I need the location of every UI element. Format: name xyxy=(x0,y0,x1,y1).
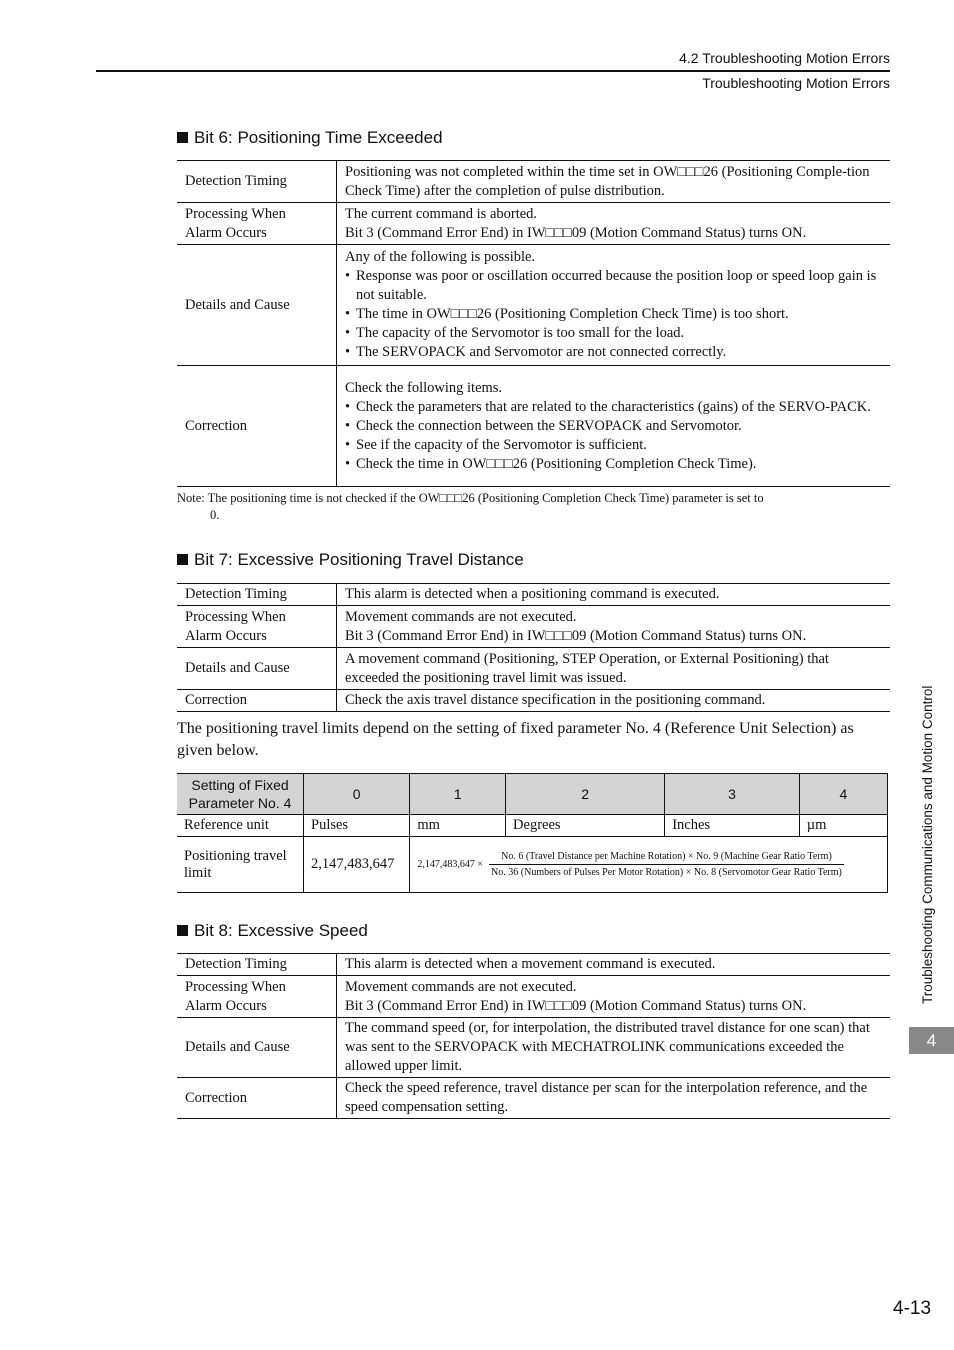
table-row xyxy=(177,1078,890,1119)
row-label: Detection Timing xyxy=(177,954,337,976)
row-label: Details and Cause xyxy=(177,245,337,366)
header-cell: 2 xyxy=(506,774,665,815)
travel-limit-formula: 2,147,483,647 × No. 6 (Travel Distance per Machine Rotation) × No. 9 (Machine Gear Ratio Term) No. 36 (Numbers of Pulses Per Motor Rotation) × No. 8 (Servomotor Gear Ratio Term) xyxy=(417,851,842,878)
row-label: Correction xyxy=(177,690,337,712)
table-row xyxy=(177,1018,890,1078)
table-row xyxy=(177,837,888,893)
list-item: • Check the connection between the SERVOPACK and Servomotor. xyxy=(345,417,882,436)
table-row xyxy=(177,815,888,837)
header-cell: 1 xyxy=(410,774,506,815)
list-item: • Check the parameters that are related to the characteristics (gains) of the SERVO-PACK. xyxy=(345,398,882,417)
bit7-title: Bit 7: Excessive Positioning Travel Distance xyxy=(194,550,524,569)
row-content: The current command is aborted. Bit 3 (Command Error End) in IW□□□09 (Motion Command Status) turns ON. xyxy=(337,203,891,245)
row-label: Detection Timing xyxy=(177,161,337,203)
bit6-table xyxy=(177,160,890,487)
table-row xyxy=(177,690,890,712)
row-label: Correction xyxy=(177,1078,337,1119)
table-row xyxy=(177,366,890,487)
page-number: 4-13 xyxy=(893,1298,932,1319)
table-cell: 2,147,483,647 xyxy=(304,837,410,893)
row-content: Positioning was not completed within the time set in OW□□□26 (Positioning Comple-tion Check Time) after the completion of pulse distribution. xyxy=(337,161,891,203)
table-cell: mm xyxy=(410,815,506,837)
list-item: • The capacity of the Servomotor is too small for the load. xyxy=(345,324,882,343)
row-content: Check the axis travel distance specification in the positioning command. xyxy=(337,690,891,712)
table-row xyxy=(177,954,890,976)
row-content: Movement commands are not executed. Bit 3 (Command Error End) in IW□□□09 (Motion Command Status) turns ON. xyxy=(337,606,891,648)
square-bullet-icon xyxy=(177,554,188,565)
list-item: • The time in OW□□□26 (Positioning Completion Check Time) is too short. xyxy=(345,305,882,324)
header-cell: 0 xyxy=(304,774,410,815)
table-row xyxy=(177,648,890,690)
row-content: Check the speed reference, travel distance per scan for the interpolation reference, and the speed compensation setting. xyxy=(337,1078,891,1119)
row-label: Details and Cause xyxy=(177,648,337,690)
list-item: • See if the capacity of the Servomotor is sufficient. xyxy=(345,436,882,455)
table-cell: Pulses xyxy=(304,815,410,837)
list-item: • Response was poor or oscillation occurred because the position loop or speed loop gain is not suitable. xyxy=(345,267,882,305)
table-row xyxy=(177,203,890,245)
chapter-tab: 4 xyxy=(909,1027,954,1054)
bit6-note: Note: The positioning time is not checked if the OW□□□26 (Positioning Completion Check Time) parameter is set to 0. xyxy=(177,491,764,522)
travel-limit-paragraph: The positioning travel limits depend on the setting of fixed parameter No. 4 (Reference Unit Selection) as given below. xyxy=(177,720,854,759)
table-row xyxy=(177,161,890,203)
header-cell: 3 xyxy=(665,774,800,815)
row-content: This alarm is detected when a positioning command is executed. xyxy=(337,584,891,606)
table-row xyxy=(177,774,888,815)
row-content: Any of the following is possible. • Response was poor or oscillation occurred because the position loop or speed loop gain is not suitable. • The time in OW□□□26 (Positioning Completion Check Time) is too short. • The capacity of the Servomotor is too small for the load. • The SERVOPACK and Servomotor are not connected correctly. xyxy=(337,245,891,366)
row-label: Correction xyxy=(177,366,337,487)
table-row xyxy=(177,976,890,1018)
chapter-sidebar-title: Troubleshooting Communications and Motion Control xyxy=(920,685,935,1004)
square-bullet-icon xyxy=(177,132,188,143)
bit8-title: Bit 8: Excessive Speed xyxy=(194,921,368,940)
row-label: Detection Timing xyxy=(177,584,337,606)
bit8-heading xyxy=(177,921,368,941)
row-label: Processing When Alarm Occurs xyxy=(177,203,337,245)
bit7-table xyxy=(177,583,890,712)
running-header-section: 4.2 Troubleshooting Motion Errors xyxy=(679,50,890,66)
row-label: Details and Cause xyxy=(177,1018,337,1078)
row-content: A movement command (Positioning, STEP Operation, or External Positioning) that exceeded the positioning travel limit was issued. xyxy=(337,648,891,690)
row-label: Reference unit xyxy=(177,815,304,837)
row-content: This alarm is detected when a movement command is executed. xyxy=(337,954,891,976)
list-item: • The SERVOPACK and Servomotor are not connected correctly. xyxy=(345,343,882,362)
square-bullet-icon xyxy=(177,925,188,936)
table-cell: µm xyxy=(799,815,887,837)
running-header-subsection: Troubleshooting Motion Errors xyxy=(702,75,890,91)
travel-limit-table xyxy=(177,773,888,893)
row-label: Positioning travel limit xyxy=(177,837,304,893)
row-label: Processing When Alarm Occurs xyxy=(177,976,337,1018)
table-row xyxy=(177,584,890,606)
row-content: Movement commands are not executed. Bit 3 (Command Error End) in IW□□□09 (Motion Command Status) turns ON. xyxy=(337,976,891,1018)
bit6-title: Bit 6: Positioning Time Exceeded xyxy=(194,128,443,147)
bit8-table xyxy=(177,953,890,1119)
table-row xyxy=(177,245,890,366)
formula-cell xyxy=(410,837,888,893)
bit7-heading xyxy=(177,550,524,570)
bullet-list xyxy=(345,398,882,474)
table-row xyxy=(177,606,890,648)
row-label: Processing When Alarm Occurs xyxy=(177,606,337,648)
header-cell: Setting of Fixed Parameter No. 4 xyxy=(177,774,304,815)
row-content: The command speed (or, for interpolation, the distributed travel distance for one scan) that was sent to the SERVOPACK with MECHATROLINK communications exceeded the allowed upper limit. xyxy=(337,1018,891,1078)
row-content: Check the following items. • Check the parameters that are related to the characteristics (gains) of the SERVO-PACK. • Check the connection between the SERVOPACK and Servomotor. • See if the capacity of the Servomotor is sufficient. • Check the time in OW□□□26 (Positioning Completion Check Time). xyxy=(337,366,891,487)
table-cell: Inches xyxy=(665,815,800,837)
header-rule xyxy=(96,70,890,72)
table-cell: Degrees xyxy=(506,815,665,837)
bullet-list xyxy=(345,267,882,362)
list-item: • Check the time in OW□□□26 (Positioning Completion Check Time). xyxy=(345,455,882,474)
header-cell: 4 xyxy=(799,774,887,815)
bit6-heading xyxy=(177,128,443,148)
